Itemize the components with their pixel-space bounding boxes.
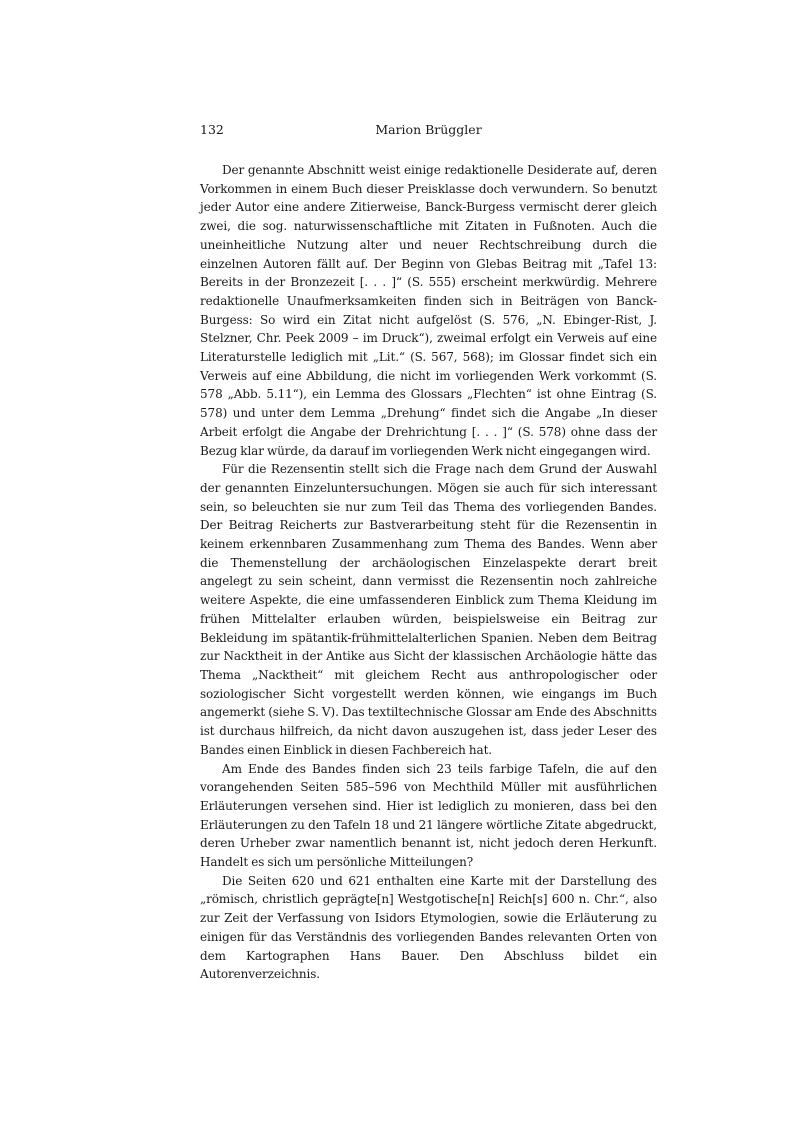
paragraph-plates: Am Ende des Bandes finden sich 23 teils farbige Tafeln, die auf den vorangehenden Seiten 585–596 von Mechthild Müller mit ausführlichen Erläuterungen versehen sind. Hier ist lediglich zu monieren, dass bei den Erläuterungen zu den Tafeln 18 und 21 längere wörtliche Zitate abgedruckt, deren Urheber zwar namentlich benannt ist, nicht jedoch deren Herkunft. Handelt es sich um persönliche Mitteilungen? xyxy=(200,761,657,870)
paragraph-selection-critique: Für die Rezensentin stellt sich die Frage nach dem Grund der Auswahl der genannten Einzeluntersuchungen. Mögen sie auch für sich interessant sein, so beleuchten sie nur zum Teil das Thema des vorliegenden Bandes. Der Beitrag Reicherts zur Bastverarbeitung steht für die Rezensentin in keinem erkennbaren Zusammenhang zum Thema des Bandes. Wenn aber die Themenstellung der archäologischen Einzelaspekte derart breit angelegt zu sein scheint, dann vermisst die Rezensentin noch zahlreiche weitere Aspekte, die eine umfassenderen Einblick zum Thema Kleidung im frühen Mittelalter erlauben würden, beispielsweise ein Beitrag zur Bekleidung im spätantik-frühmittelalterlichen Spanien. Neben dem Beitrag zur Nacktheit in der Antike aus Sicht der klassischen Archäologie hätte das Thema „Nacktheit“ mit gleichem Recht aus anthropologischer oder soziologischer Sicht vorgestellt werden können, wie eingangs im Buch angemerkt (siehe S. V). Das textiltechnische Glossar am Ende des Abschnitts ist durchaus hilfreich, da nicht davon auszugehen ist, dass jeder Leser des Bandes einen Einblick in diesen Fachbereich hat. xyxy=(200,462,657,757)
page-header xyxy=(200,120,657,140)
article-body xyxy=(200,161,657,984)
paragraph-editorial-issues: Der genannte Abschnitt weist einige redaktionelle Desiderate auf, deren Vorkommen in einem Buch dieser Preisklasse doch verwundern. So benutzt jeder Autor eine andere Zitierweise, Banck-Burgess vermischt derer gleich zwei, die sog. naturwissenschaftliche mit Zitaten in Fußnoten. Auch die uneinheitliche Nutzung alter und neuer Rechtschreibung durch die einzelnen Autoren fällt auf. Der Beginn von Glebas Beitrag mit „Tafel 13: Bereits in der Bronzezeit [. . . ]“ (S. 555) erscheint merkwürdig. Mehrere redaktionelle Unaufmerksamkeiten finden sich in Beiträgen von Banck-Burgess: So wird ein Zitat nicht aufgelöst (S. 576, „N. Ebinger-Rist, J. Stelzner, Chr. Peek 2009 – im Druck“), zweimal erfolgt ein Verweis auf eine Literaturstelle lediglich mit „Lit.“ (S. 567, 568); im Glossar findet sich ein Verweis auf eine Abbildung, die nicht im vorliegenden Werk vorkommt (S. 578 „Abb. 5.11“), ein Lemma des Glossars „Flechten“ ist ohne Eintrag (S. 578) und unter dem Lemma „Drehung“ findet sich die Angabe „In dieser Arbeit erfolgt die Angabe der Drehrichtung [. . . ]“ (S. 578) ohne dass der Bezug klar würde, da darauf im vorliegenden Werk nicht eingegangen wird. xyxy=(200,163,657,458)
running-head-author: Marion Brüggler xyxy=(375,122,482,137)
paragraph-map-and-authors: Die Seiten 620 und 621 enthalten eine Karte mit der Darstellung des „römisch, christlich geprägte[n] Westgotische[n] Reich[s] 600 n. Chr.“, also zur Zeit der Verfassung von Isidors Etymologien, sowie die Erläuterung zu einigen für das Verständnis des vorliegenden Bandes relevanten Orten von dem Kartographen Hans Bauer. Den Abschluss bildet ein Autorenverzeichnis. xyxy=(200,873,657,982)
page-number: 132 xyxy=(200,122,224,137)
